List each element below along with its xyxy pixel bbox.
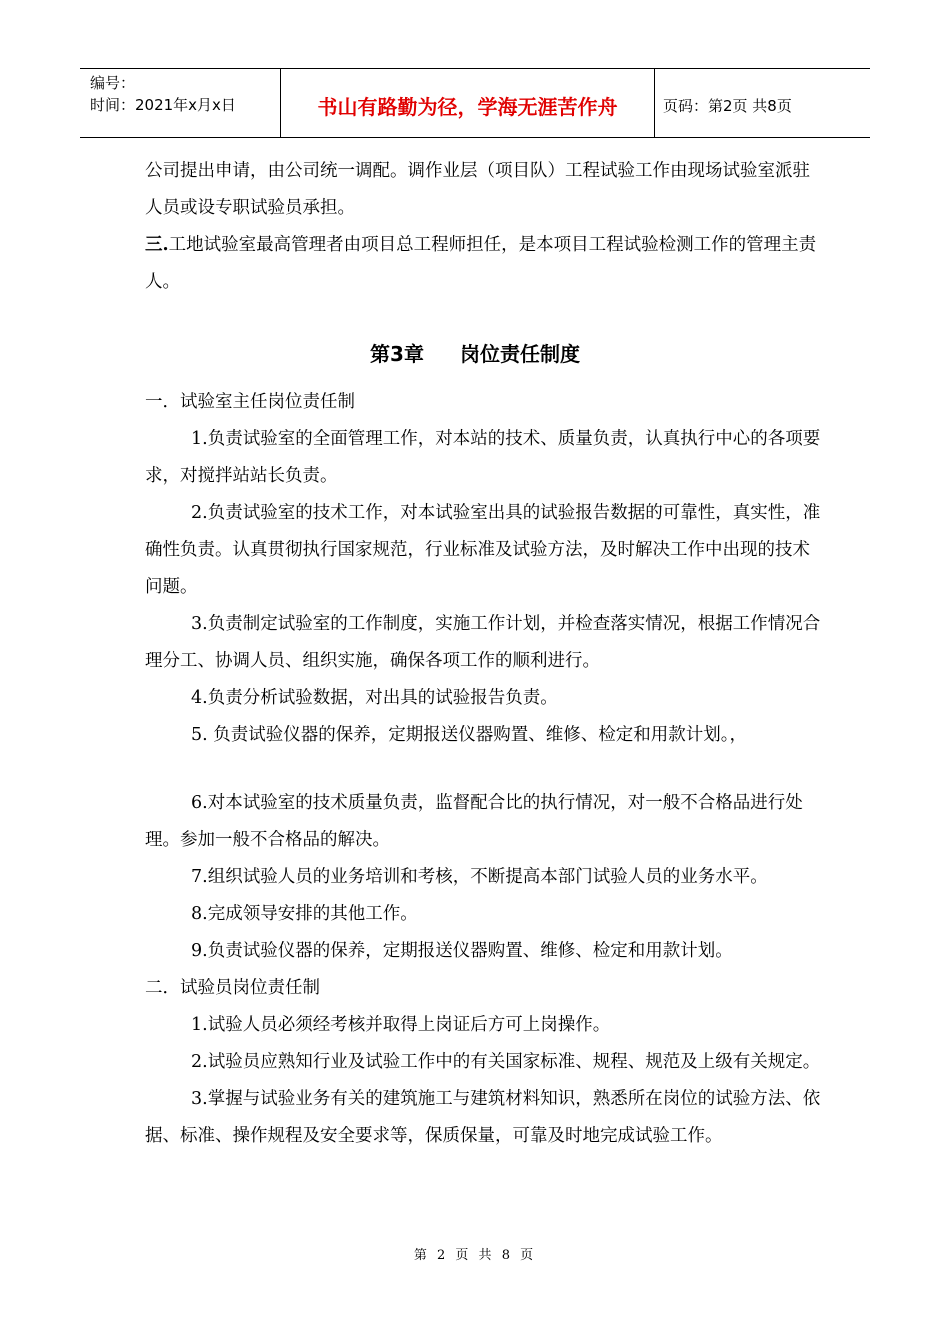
list-item: 7.组织试验人员的业务培训和考核，不断提高本部门试验人员的业务水平。: [191, 867, 768, 887]
section-1-heading: 一．试验室主任岗位责任制: [145, 392, 355, 412]
header-meta: [80, 69, 280, 137]
item-3-text: 工地试验室最高管理者由项目总工程师担任，是本项目工程试验检测工作的管理主责人。: [145, 235, 817, 292]
list-item: 1.负责试验室的全面管理工作，对本站的技术、质量负责，认真执行中心的各项要求，对搅拌站站长负责。: [145, 429, 821, 486]
list-item: 3.掌握与试验业务有关的建筑施工与建筑材料知识，熟悉所在岗位的试验方法、依据、标准、操作规程及安全要求等，保质保量，可靠及时地完成试验工作。: [145, 1089, 821, 1146]
section-1: [145, 384, 825, 754]
time-label: 时间：2021年x月x日: [90, 96, 236, 114]
list-item: 1.试验人员必须经考核并取得上岗证后方可上岗操作。: [191, 1015, 611, 1035]
list-item: 2.试验员应熟知行业及试验工作中的有关国家标准、规程、规范及上级有关规定。: [191, 1052, 821, 1072]
list-item: 9.负责试验仪器的保养，定期报送仪器购置、维修、检定和用款计划。: [191, 941, 733, 961]
list-item: 3.负责制定试验室的工作制度，实施工作计划，并检查落实情况，根据工作情况合理分工、协调人员、组织实施，确保各项工作的顺利进行。: [145, 614, 821, 671]
header-page-info: 页码：第2页 共8页: [663, 96, 792, 115]
list-item: 6.对本试验室的技术质量负责，监督配合比的执行情况，对一般不合格品进行处理。参加一般不合格品的解决。: [145, 793, 803, 850]
header-motto: 书山有路勤为径，学海无涯苦作舟: [280, 69, 655, 137]
section-1-continued: [145, 785, 825, 1155]
chapter-title: [0, 338, 950, 367]
section-2-heading: 二．试验员岗位责任制: [145, 978, 320, 998]
chapter-name: 岗位责任制度: [459, 342, 580, 366]
paragraph-item-3: [145, 227, 825, 301]
item-3-marker: 三.: [145, 235, 169, 255]
paragraph-continuation: 公司提出申请，由公司统一调配。调作业层（项目队）工程试验工作由现场试验室派驻人员或设专职试验员承担。: [145, 161, 810, 218]
page-footer: 第 2 页 共 8 页: [413, 1248, 537, 1263]
list-item: 4.负责分析试验数据，对出具的试验报告负责。: [191, 688, 558, 708]
list-item: 8.完成领导安排的其他工作。: [191, 904, 418, 924]
chapter-number: 第3章: [370, 342, 424, 366]
page-header: [80, 68, 870, 138]
list-item: 2.负责试验室的技术工作，对本试验室出具的试验报告数据的可靠性，真实性，准确性负责。认真贯彻执行国家规范，行业标准及试验方法，及时解决工作中出现的技术问题。: [145, 503, 821, 597]
list-item: 5. 负责试验仪器的保养，定期报送仪器购置、维修、检定和用款计划。，: [191, 725, 748, 745]
intro-block: [145, 153, 825, 301]
number-label: 编号：: [90, 74, 136, 92]
